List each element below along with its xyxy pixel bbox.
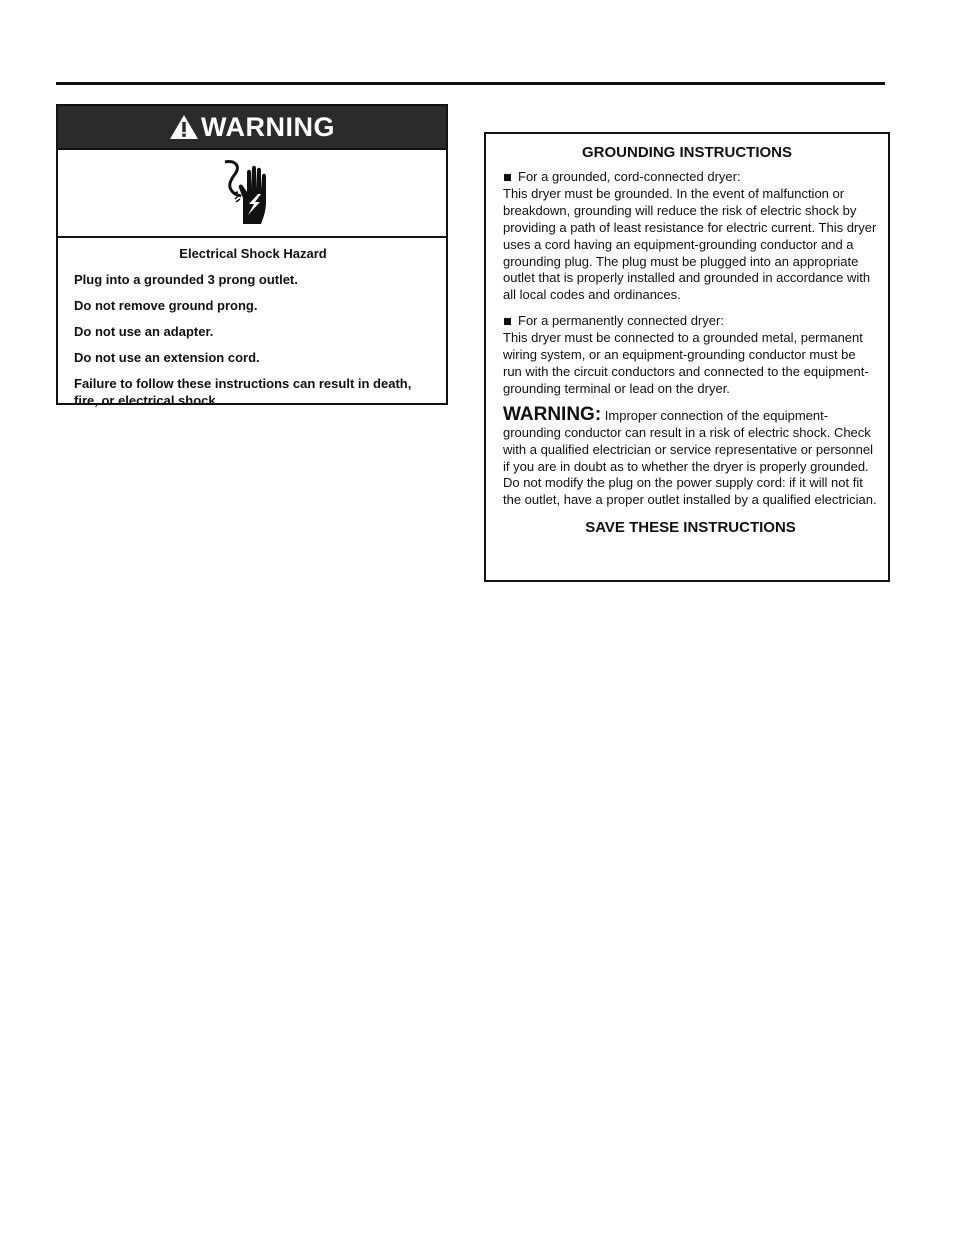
section-bullet: For a permanently connected dryer: bbox=[518, 313, 724, 329]
warning-header bbox=[58, 106, 446, 150]
electrical-warning-panel bbox=[56, 104, 448, 408]
electrical-shock-hand-icon bbox=[221, 158, 283, 228]
hazard-title: Electrical Shock Hazard bbox=[179, 246, 327, 261]
save-instructions: SAVE THESE INSTRUCTIONS bbox=[585, 519, 796, 537]
warning-triangle-icon bbox=[169, 114, 199, 140]
instruction-item: Plug into a grounded 3 prong outlet. bbox=[74, 272, 298, 287]
grounding-title: GROUNDING INSTRUCTIONS bbox=[582, 144, 792, 161]
section-bullet: For a grounded, cord-connected dryer: bbox=[518, 169, 741, 184]
instruction-item: Do not use an adapter. bbox=[74, 324, 214, 339]
instruction-item: Do not remove ground prong. bbox=[74, 298, 258, 313]
instruction-item: Do not use an extension cord. bbox=[74, 350, 260, 365]
bullet-square-icon bbox=[504, 318, 511, 325]
grounding-warning bbox=[503, 403, 878, 509]
warning-header-text: WARNING bbox=[201, 111, 335, 142]
grounding-instructions-panel bbox=[484, 132, 890, 582]
top-rule bbox=[56, 82, 885, 85]
grounding-section-cord bbox=[503, 169, 878, 304]
bullet-square-icon bbox=[504, 174, 511, 181]
grounding-section-permanent bbox=[503, 313, 878, 398]
warning-text: Improper connection of the equipment-grounding conductor can result in a risk of electric shock. Check with a qualified electrician or service representative or personnel if you are in doubt as to whether the dryer is properly grounded. Do not modify the plug on the power supply cord: if it will not fit the outlet, have a proper outlet installed by a qualified electrician. bbox=[503, 407, 877, 508]
hazard-icon-row bbox=[58, 150, 446, 238]
warning-label: WARNING: bbox=[503, 403, 602, 425]
section-text: This dryer must be connected to a grounded metal, permanent wiring system, or an equipment-grounding conductor must be run with the circuit conductors and connected to the equipment-grounding terminal or lead on the dryer. bbox=[503, 330, 869, 396]
consequence-text: Failure to follow these instructions can result in death, fire, or electrical shock. bbox=[74, 376, 412, 408]
section-text: This dryer must be grounded. In the event of malfunction or breakdown, grounding will reduce the risk of electric shock by providing a path of least resistance for electric current. This dryer uses a cord having an equipment-grounding conductor and a grounding plug. The plug must be plugged into an appropriate outlet that is properly installed and grounded in accordance with all local codes and ordinances. bbox=[503, 185, 877, 303]
